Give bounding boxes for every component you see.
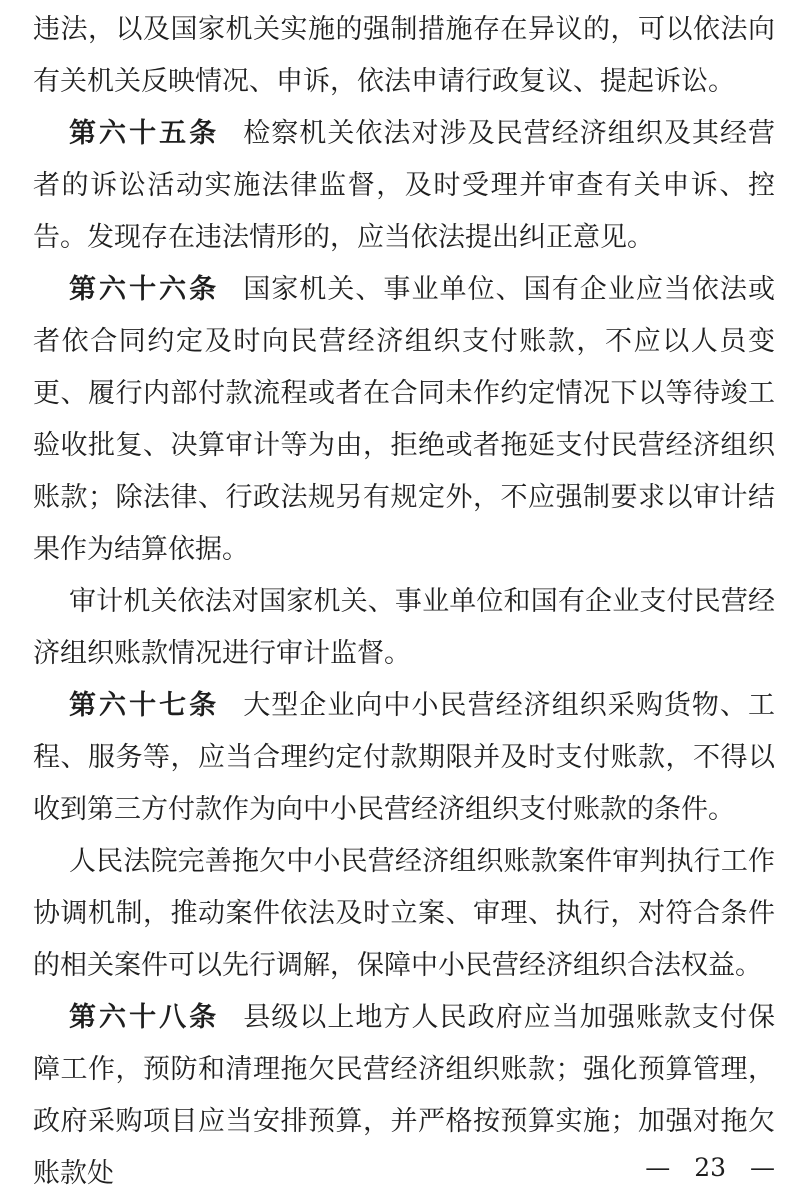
paragraph-continuation — [33, 4, 775, 108]
article-68-heading: 第六十八条 — [69, 1002, 220, 1033]
article-67-paragraph — [33, 680, 775, 836]
article-66-heading: 第六十六条 — [69, 274, 220, 305]
law-text-content — [33, 4, 775, 1200]
article-67-subparagraph — [33, 836, 775, 992]
paragraph-text: 人民法院完善拖欠中小民营经济组织账款案件审判执行工作协调机制，推动案件依法及时立案、审理、执行，对符合条件的相关案件可以先行调解，保障中小民营经济组织合法权益。 — [33, 846, 775, 981]
paragraph-text: 国家机关、事业单位、国有企业应当依法或者依合同约定及时向民营经济组织支付账款，不应以人员变更、履行内部付款流程或者在合同未作约定情况下以等待竣工验收批复、决算审计等为由，拒绝或者拖延支付民营经济组织账款；除法律、行政法规另有规定外，不应强制要求以审计结果作为结算依据。 — [33, 274, 776, 565]
paragraph-text: 检察机关依法对涉及民营经济组织及其经营者的诉讼活动实施法律监督，及时受理并审查有关申诉、控告。发现存在违法情形的，应当依法提出纠正意见。 — [33, 118, 776, 253]
paragraph-text: 大型企业向中小民营经济组织采购货物、工程、服务等，应当合理约定付款期限并及时支付账款，不得以收到第三方付款作为向中小民营经济组织支付账款的条件。 — [33, 690, 776, 825]
article-65-heading: 第六十五条 — [69, 118, 220, 149]
page-number: — 23 — — [645, 1153, 775, 1182]
paragraph-text: 县级以上地方人民政府应当加强账款支付保障工作，预防和清理拖欠民营经济组织账款；强化预算管理，政府采购项目应当安排预算，并严格按预算实施；加强对拖欠账款处 — [33, 1002, 776, 1189]
paragraph-text: 违法，以及国家机关实施的强制措施存在异议的，可以依法向有关机关反映情况、申诉，依法申请行政复议、提起诉讼。 — [33, 14, 775, 97]
article-66-subparagraph — [33, 576, 775, 680]
article-65-paragraph — [33, 108, 775, 264]
article-67-heading: 第六十七条 — [69, 690, 220, 721]
paragraph-text: 审计机关依法对国家机关、事业单位和国有企业支付民营经济组织账款情况进行审计监督。 — [33, 586, 775, 669]
article-66-paragraph — [33, 264, 775, 576]
